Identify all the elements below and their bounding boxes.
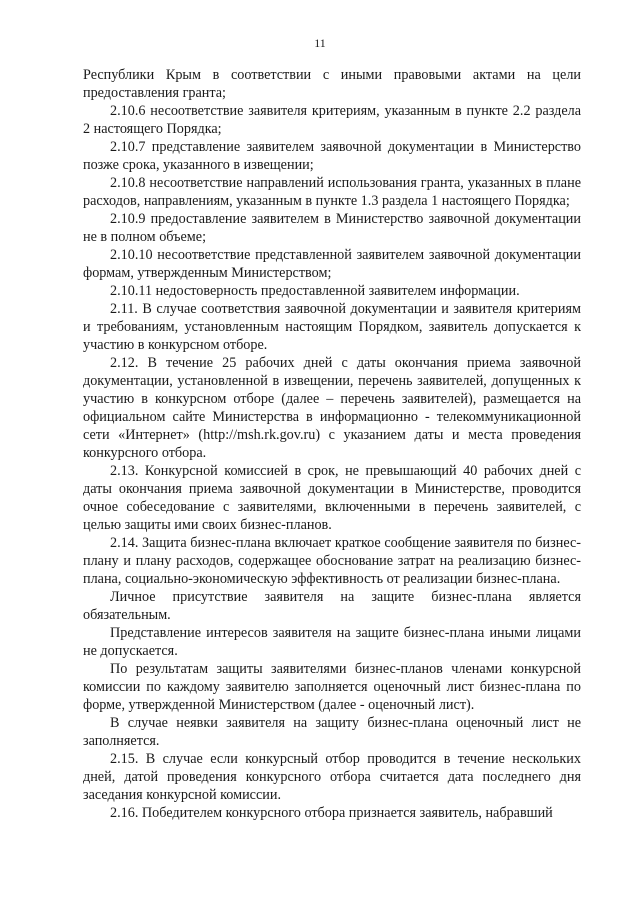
paragraph-2-10-6: 2.10.6 несоответствие заявителя критериям, указанным в пункте 2.2 раздела 2 настоящего Порядка;: [83, 103, 581, 137]
paragraph-2-10-8: 2.10.8 несоответствие направлений использования гранта, указанных в плане расходов, направлениям, указанным в пункте 1.3 раздела 1 настоящего Порядка;: [83, 175, 581, 209]
paragraph-evaluation-sheet: По результатам защиты заявителями бизнес-планов членами конкурсной комиссии по каждому заявителю заполняется оценочный лист бизнес-плана по форме, утвержденной Министерством (далее - оценочный лист).: [83, 661, 581, 713]
paragraph-no-show: В случае неявки заявителя на защиту бизнес-плана оценочный лист не заполняется.: [83, 715, 581, 749]
paragraph-2-10-7: 2.10.7 представление заявителем заявочной документации в Министерство позже срока, указанного в извещении;: [83, 139, 581, 173]
paragraph-2-10-9: 2.10.9 предоставление заявителем в Министерство заявочной документации не в полном объеме;: [83, 211, 581, 245]
paragraph-2-12: 2.12. В течение 25 рабочих дней с даты окончания приема заявочной документации, установленной в извещении, перечень заявителей, допущенных к участию в конкурсном отборе (далее – перечень заявителей), размещается на официальном сайте Министерства в информационно - телекоммуникационной сети «Интернет» (http://msh.rk.gov.ru) с указанием даты и места проведения конкурсного отбора.: [83, 355, 581, 461]
paragraph-2-10-11: 2.10.11 недостоверность предоставленной заявителем информации.: [110, 283, 520, 299]
paragraph-2-16: 2.16. Победителем конкурсного отбора признается заявитель, набравший: [110, 805, 553, 821]
paragraph-2-13: 2.13. Конкурсной комиссией в срок, не превышающий 40 рабочих дней с даты окончания приема заявочной документации в Министерстве, проводится очное собеседование с заявителями, включенными в перечень заявителей, с целью защиты ими своих бизнес-планов.: [83, 463, 581, 533]
document-body: [83, 66, 581, 822]
page-number: 11: [314, 36, 326, 50]
paragraph-representation: Представление интересов заявителя на защите бизнес-плана иными лицами не допускается.: [83, 625, 581, 659]
paragraph-2-14: 2.14. Защита бизнес-плана включает краткое сообщение заявителя по бизнес-плану и плану расходов, содержащее обоснование затрат на реализацию бизнес-плана, социально-экономическую эффективность от реализации бизнес-плана.: [83, 535, 581, 587]
paragraph-2-11: 2.11. В случае соответствия заявочной документации и заявителя критериям и требованиям, установленным настоящим Порядком, заявитель допускается к участию в конкурсном отборе.: [83, 301, 581, 353]
paragraph-2-15: 2.15. В случае если конкурсный отбор проводится в течение нескольких дней, датой проведения конкурсного отбора считается дата последнего дня заседания конкурсной комиссии.: [83, 751, 581, 803]
paragraph-continuation: Республики Крым в соответствии с иными правовыми актами на цели предоставления гранта;: [83, 67, 581, 101]
paragraph-2-10-10: 2.10.10 несоответствие представленной заявителем заявочной документации формам, утвержденным Министерством;: [83, 247, 581, 281]
paragraph-personal-presence: Личное присутствие заявителя на защите бизнес-плана является обязательным.: [83, 589, 581, 623]
